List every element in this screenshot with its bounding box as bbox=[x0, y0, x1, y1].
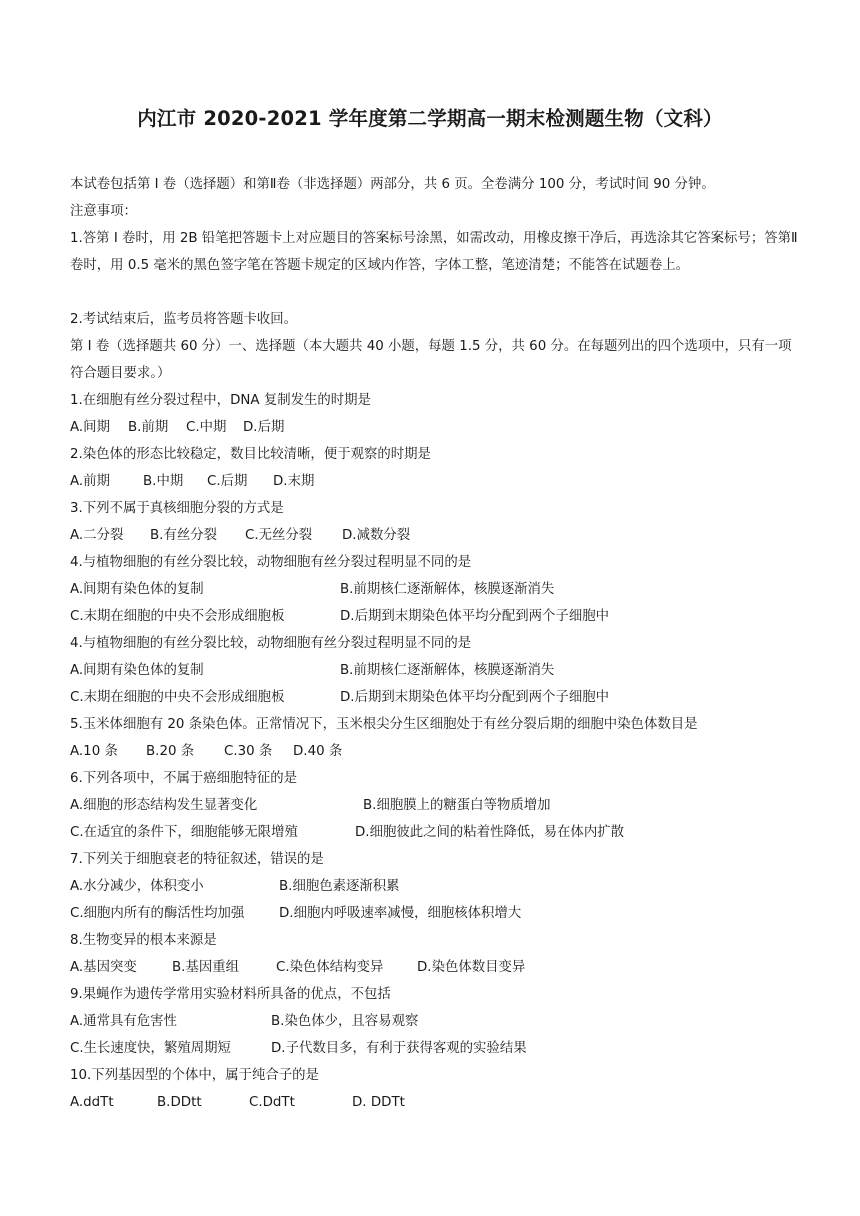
option-c: C.染色体结构变异 bbox=[276, 960, 384, 975]
question-stem: 4.与植物细胞的有丝分裂比较，动物细胞有丝分裂过程明显不同的是 bbox=[70, 555, 472, 570]
option-a: A.间期有染色体的复制 bbox=[70, 663, 204, 678]
question-stem: 1.在细胞有丝分裂过程中，DNA 复制发生的时期是 bbox=[70, 393, 371, 408]
option-d: D.染色体数目变异 bbox=[417, 960, 526, 975]
question-stem: 8.生物变异的根本来源是 bbox=[70, 933, 217, 948]
question-options bbox=[70, 414, 798, 441]
option-a: A.二分裂 bbox=[70, 528, 124, 543]
option-b: B.20 条 bbox=[146, 744, 195, 759]
option-a: A.细胞的形态结构发生显著变化 bbox=[70, 798, 258, 813]
option-c: C.DdTt bbox=[249, 1095, 295, 1110]
option-b: B.前期核仁逐渐解体，核膜逐渐消失 bbox=[340, 582, 555, 597]
option-a: A.前期 bbox=[70, 474, 110, 489]
question-stem: 3.下列不属于真核细胞分裂的方式是 bbox=[70, 501, 284, 516]
intro-text: 本试卷包括第 I 卷（选择题）和第Ⅱ卷（非选择题）两部分，共 6 页。全卷满分 100 分，考试时间 90 分钟。 bbox=[70, 177, 715, 192]
option-c: C.末期在细胞的中央不会形成细胞板 bbox=[70, 609, 285, 624]
option-d: D.40 条 bbox=[293, 744, 343, 759]
option-a: A.间期有染色体的复制 bbox=[70, 582, 204, 597]
question-stem: 7.下列关于细胞衰老的特征叙述，错误的是 bbox=[70, 852, 324, 867]
question-stem: 6.下列各项中，不属于癌细胞特征的是 bbox=[70, 771, 298, 786]
question-options-row bbox=[70, 684, 798, 711]
exam-body bbox=[70, 171, 798, 1116]
question-options-row bbox=[70, 819, 798, 846]
option-c: C.后期 bbox=[207, 474, 248, 489]
option-c: C.末期在细胞的中央不会形成细胞板 bbox=[70, 690, 285, 705]
question-options-row bbox=[70, 900, 798, 927]
option-d: D.减数分裂 bbox=[342, 528, 411, 543]
option-b: B.前期核仁逐渐解体，核膜逐渐消失 bbox=[340, 663, 555, 678]
option-c: C.30 条 bbox=[224, 744, 273, 759]
option-a: A.水分减少，体积变小 bbox=[70, 879, 204, 894]
question-options bbox=[70, 522, 798, 549]
option-b: B.DDtt bbox=[157, 1095, 202, 1110]
option-c: C.中期 bbox=[186, 420, 227, 435]
question-stem: 5.玉米体细胞有 20 条染色体。正常情况下，玉米根尖分生区细胞处于有丝分裂后期的细胞中染色体数目是 bbox=[70, 717, 698, 732]
option-d: D.后期到末期染色体平均分配到两个子细胞中 bbox=[340, 690, 609, 705]
option-d: D.细胞彼此之间的粘着性降低，易在体内扩散 bbox=[355, 825, 624, 840]
option-d: D.子代数目多，有利于获得客观的实验结果 bbox=[271, 1041, 527, 1056]
option-b: B.染色体少，且容易观察 bbox=[271, 1014, 419, 1029]
option-a: A.通常具有危害性 bbox=[70, 1014, 177, 1029]
question-stem: 9.果蝇作为遗传学常用实验材料所具备的优点，不包括 bbox=[70, 987, 391, 1002]
question-options-row bbox=[70, 576, 798, 603]
question-options-row bbox=[70, 657, 798, 684]
option-b: B.细胞色素逐渐积累 bbox=[279, 879, 400, 894]
question-options bbox=[70, 1089, 798, 1116]
question-options-row bbox=[70, 792, 798, 819]
option-b: B.中期 bbox=[143, 474, 184, 489]
exam-title: 内江市 2020-2021 学年度第二学期高一期末检测题生物（文科） bbox=[137, 107, 723, 130]
option-c: C.在适宜的条件下，细胞能够无限增殖 bbox=[70, 825, 298, 840]
option-a: A.基因突变 bbox=[70, 960, 137, 975]
option-d: D.末期 bbox=[273, 474, 315, 489]
option-b: B.细胞膜上的糖蛋白等物质增加 bbox=[363, 798, 551, 813]
notice-item-2: 2.考试结束后，监考员将答题卡收回。 bbox=[70, 312, 298, 327]
option-a: A.ddTt bbox=[70, 1095, 114, 1110]
section-heading: 第 I 卷（选择题共 60 分）一、选择题（本大题共 40 小题，每题 1.5 分，共 60 分。在每题列出的四个选项中，只有一项符合题目要求。） bbox=[70, 339, 792, 381]
option-d: D. DDTt bbox=[352, 1095, 405, 1110]
question-options-row bbox=[70, 1008, 798, 1035]
question-options-row bbox=[70, 603, 798, 630]
question-options bbox=[70, 954, 798, 981]
option-d: D.细胞内呼吸速率减慢，细胞核体积增大 bbox=[279, 906, 522, 921]
option-b: B.有丝分裂 bbox=[150, 528, 218, 543]
question-stem: 10.下列基因型的个体中，属于纯合子的是 bbox=[70, 1068, 319, 1083]
notice-heading: 注意事项： bbox=[70, 204, 137, 219]
option-c: C.无丝分裂 bbox=[245, 528, 313, 543]
option-b: B.前期 bbox=[128, 420, 169, 435]
question-options bbox=[70, 468, 798, 495]
notice-item-1: 1.答第 I 卷时，用 2B 铅笔把答题卡上对应题目的答案标号涂黑，如需改动，用橡皮擦干净后，再选涂其它答案标号；答第Ⅱ卷时，用 0.5 毫米的黑色签字笔在答题卡规定的区域内作答，字体工整，笔迹清楚；不能答在试题卷上。 bbox=[70, 231, 798, 273]
option-c: C.细胞内所有的酶活性均加强 bbox=[70, 906, 245, 921]
question-options-row bbox=[70, 873, 798, 900]
question-stem: 2.染色体的形态比较稳定，数目比较清晰，便于观察的时期是 bbox=[70, 447, 431, 462]
question-stem: 4.与植物细胞的有丝分裂比较，动物细胞有丝分裂过程明显不同的是 bbox=[70, 636, 472, 651]
option-a: A.10 条 bbox=[70, 744, 118, 759]
question-options-row bbox=[70, 1035, 798, 1062]
option-a: A.间期 bbox=[70, 420, 110, 435]
option-b: B.基因重组 bbox=[172, 960, 240, 975]
option-d: D.后期到末期染色体平均分配到两个子细胞中 bbox=[340, 609, 609, 624]
question-options bbox=[70, 738, 798, 765]
option-c: C.生长速度快，繁殖周期短 bbox=[70, 1041, 231, 1056]
option-d: D.后期 bbox=[243, 420, 285, 435]
